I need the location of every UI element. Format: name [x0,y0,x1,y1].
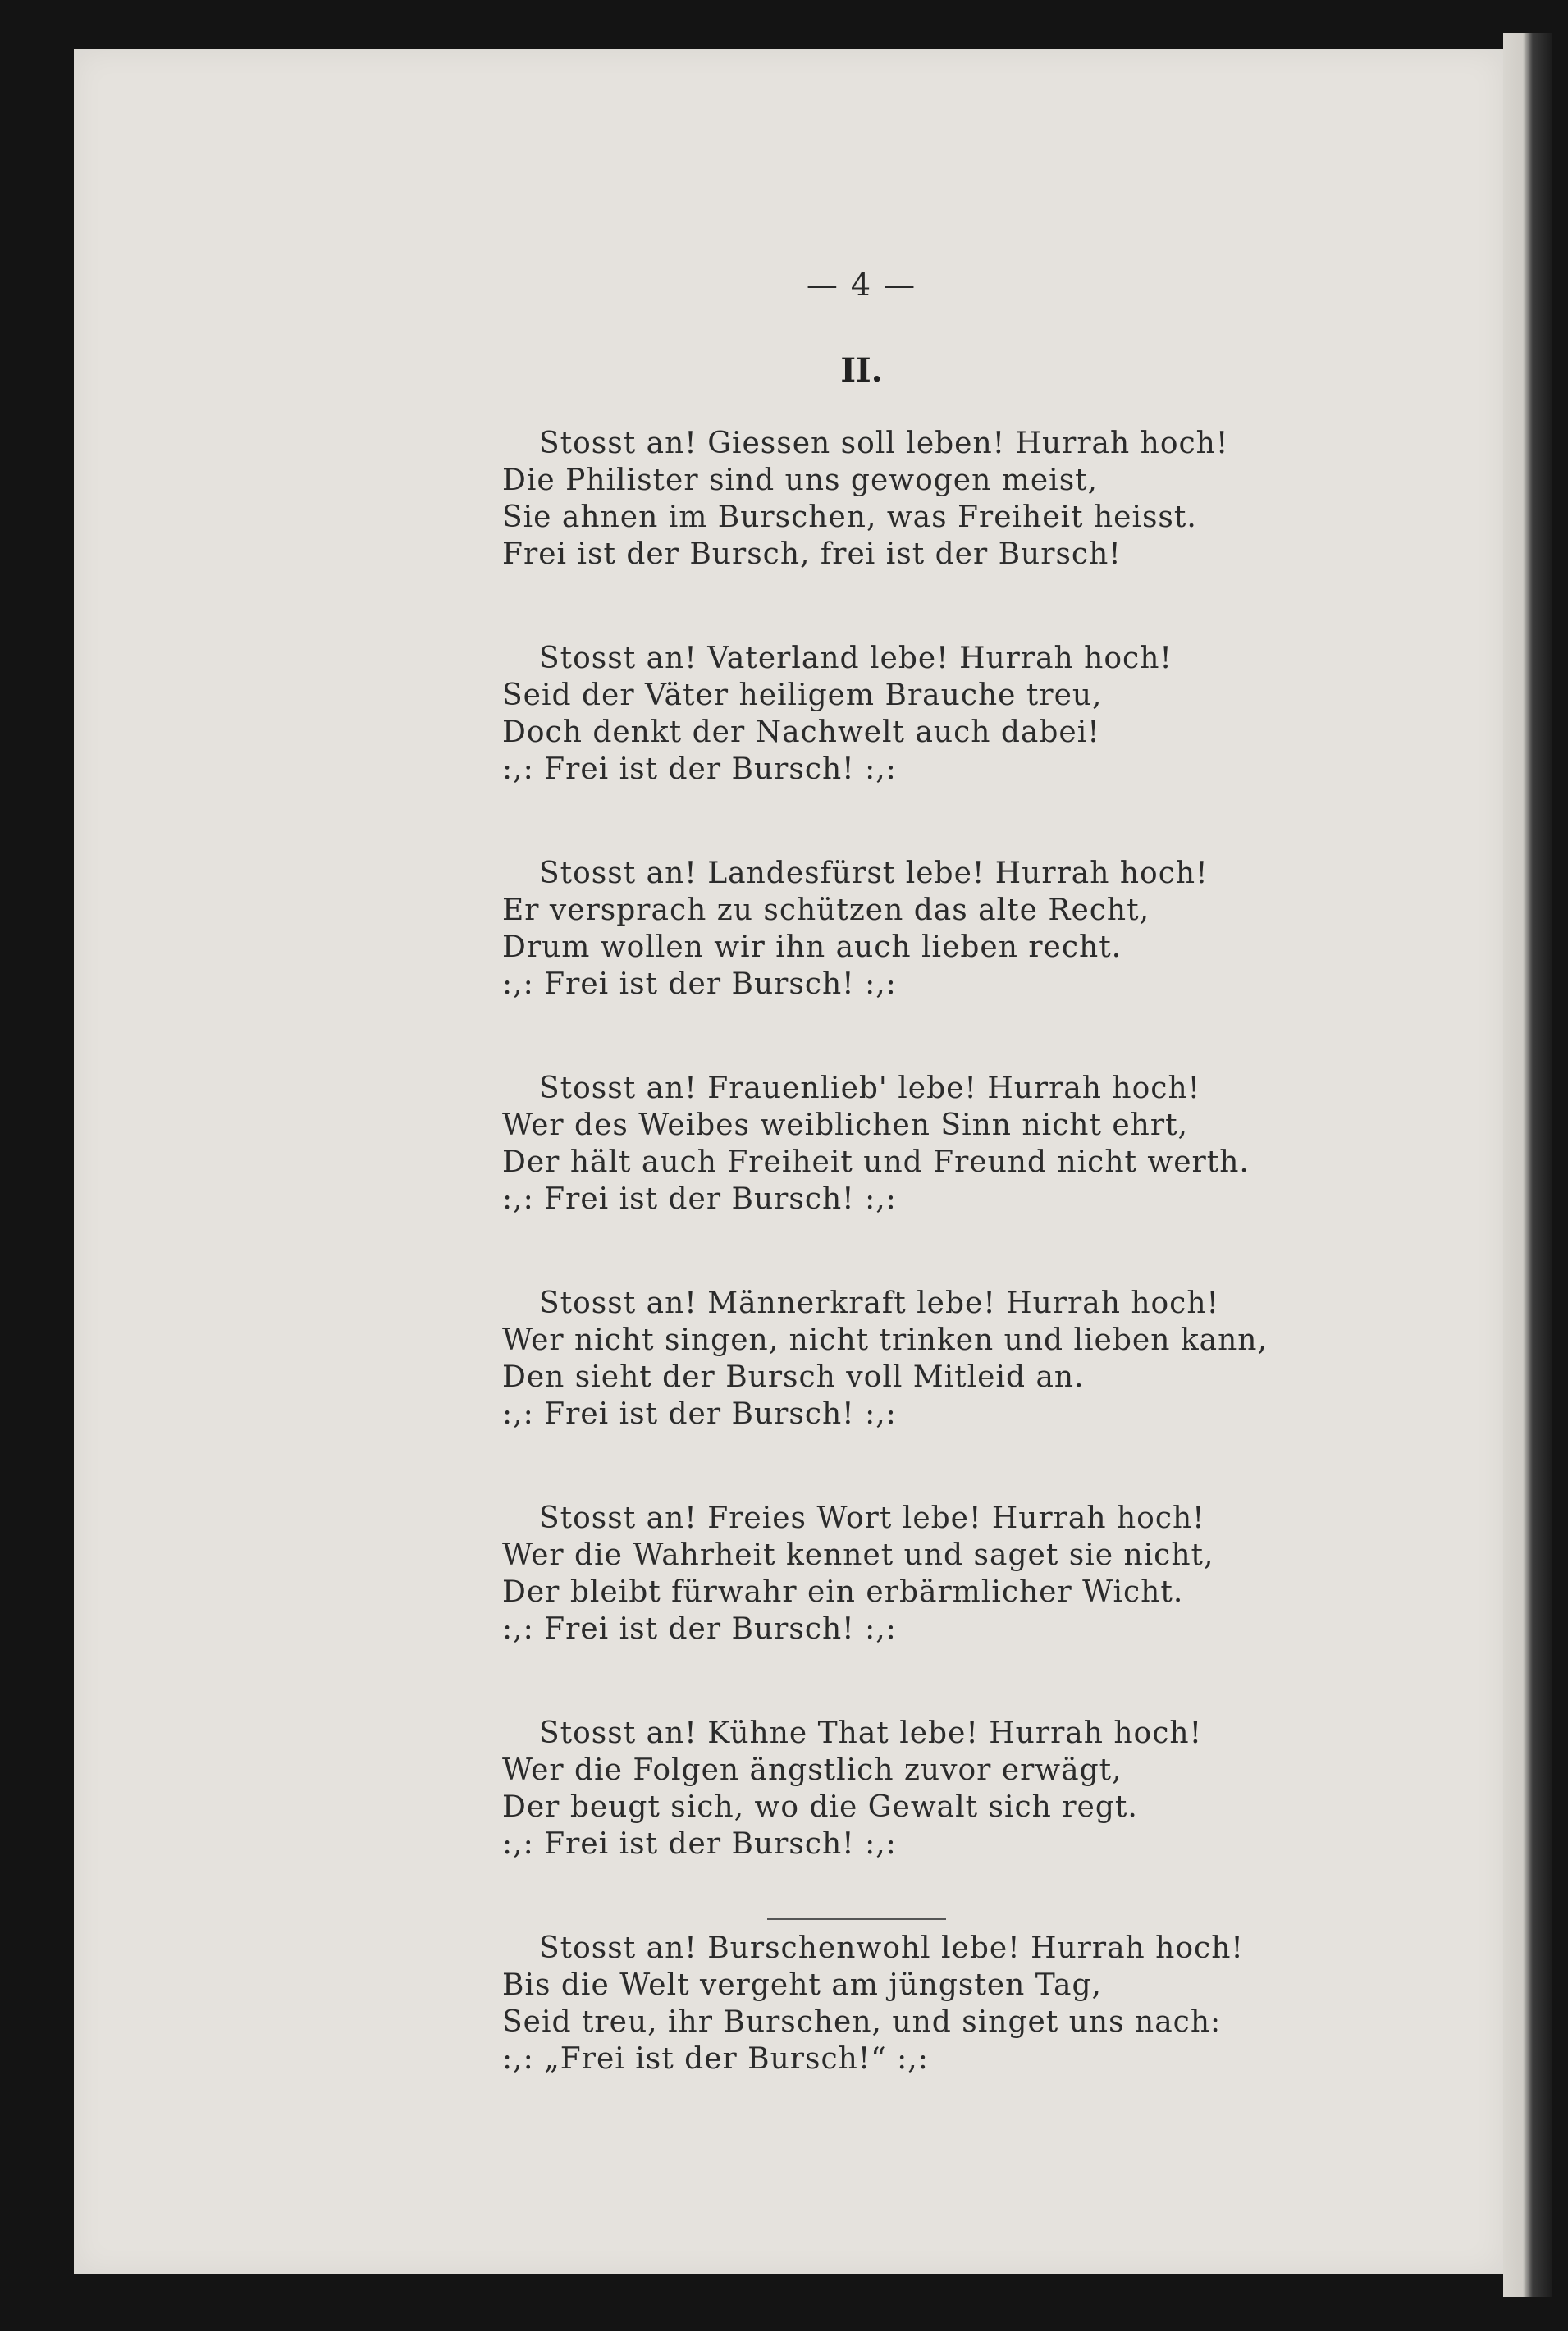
stanza-line: Stosst an! Giessen soll leben! Hurrah hoch! [539,427,1229,460]
stanza-line: Seid treu, ihr Burschen, und singet uns nach: [502,2005,1222,2039]
stanza-line: Stosst an! Kühne That lebe! Hurrah hoch! [539,1716,1203,1750]
stanza [502,425,1405,573]
stanza-line: Wer die Wahrheit kennet und saget sie nicht, [502,1538,1214,1572]
stanza [502,855,1405,1003]
stanza-line: Drum wollen wir ihn auch lieben recht. [502,930,1122,964]
stanza-line: :,: Frei ist der Bursch! :,: [502,1397,897,1431]
stanza-line: Der hält auch Freiheit und Freund nicht werth. [502,1145,1250,1179]
page-edge [1503,33,1552,2297]
stanza-line: Wer des Weibes weiblichen Sinn nicht ehrt, [502,1108,1188,1142]
stanza-line: Stosst an! Frauenlieb' lebe! Hurrah hoch! [539,1072,1201,1105]
stanza-line: :,: Frei ist der Bursch! :,: [502,1612,897,1646]
stanza [502,1930,1405,2077]
section-title: II. [840,351,883,390]
page-number: — 4 — [806,267,917,303]
stanza [502,640,1405,788]
stanza-line: Wer nicht singen, nicht trinken und lieben kann, [502,1323,1268,1357]
stanza-line: Der bleibt fürwahr ein erbärmlicher Wicht. [502,1575,1184,1609]
stanza-line: :,: Frei ist der Bursch! :,: [502,752,897,786]
stanza-line: Frei ist der Bursch, frei ist der Bursch! [502,537,1122,571]
stanza [502,1500,1405,1648]
stanza-line: :,: Frei ist der Bursch! :,: [502,1182,897,1216]
stanza-line: :,: Frei ist der Bursch! :,: [502,1827,897,1861]
stanza-line: Die Philister sind uns gewogen meist, [502,464,1099,497]
stanza-line: Er versprach zu schützen das alte Recht, [502,894,1150,927]
poem [502,425,1405,2077]
stanza-line: :,: „Frei ist der Bursch!“ :,: [502,2042,929,2076]
stanza-line: Wer die Folgen ängstlich zuvor erwägt, [502,1753,1122,1787]
stanza-line: Seid der Väter heiligem Brauche treu, [502,679,1103,712]
stanza-line: :,: Frei ist der Bursch! :,: [502,967,897,1001]
end-rule [767,1918,946,1920]
stanza-line: Bis die Welt vergeht am jüngsten Tag, [502,1968,1102,2002]
stanza-line: Sie ahnen im Burschen, was Freiheit heisst. [502,500,1197,534]
stanza-line: Den sieht der Bursch voll Mitleid an. [502,1360,1085,1394]
stanza-line: Doch denkt der Nachwelt auch dabei! [502,715,1100,749]
stanza-line: Stosst an! Freies Wort lebe! Hurrah hoch! [539,1501,1205,1535]
stanza-line: Stosst an! Männerkraft lebe! Hurrah hoch! [539,1287,1219,1320]
stanza [502,1070,1405,1218]
stanza-line: Der beugt sich, wo die Gewalt sich regt. [502,1790,1138,1824]
stanza [502,1285,1405,1433]
stanza-line: Stosst an! Landesfürst lebe! Hurrah hoch! [539,857,1209,890]
stanza-line: Stosst an! Burschenwohl lebe! Hurrah hoch! [539,1931,1244,1965]
stanza-line: Stosst an! Vaterland lebe! Hurrah hoch! [539,642,1173,675]
stanza [502,1715,1405,1863]
